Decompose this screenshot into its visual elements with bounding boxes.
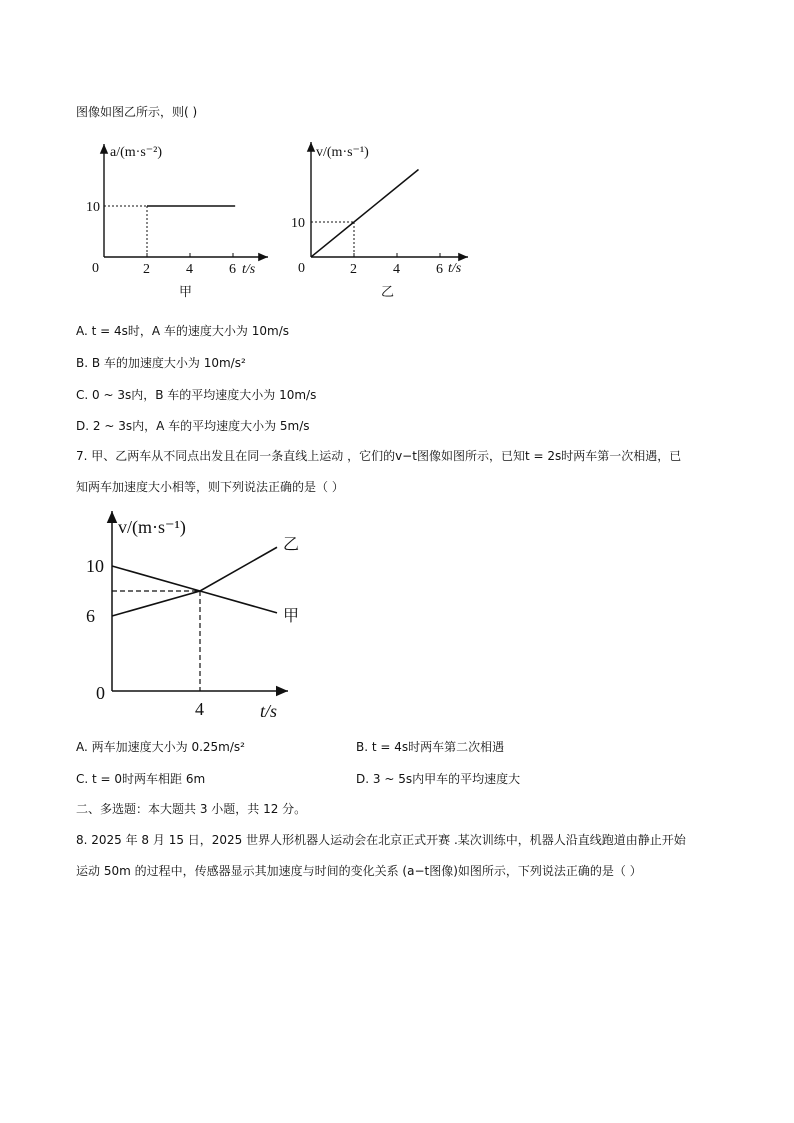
x-label: t/s [260, 701, 278, 721]
q7-option-c: C. t = 0时两车相距 6m [76, 772, 206, 786]
q6-option-d: D. 2 ~ 3s内，A 车的平均速度大小为 5m/s [76, 419, 310, 433]
origin-label: 0 [298, 261, 305, 276]
series-line-jia [112, 566, 277, 613]
y-tick-label: 10 [86, 556, 104, 576]
x-tick-label: 4 [393, 262, 400, 277]
y-tick-label: 10 [86, 200, 100, 215]
chart-a-t [80, 138, 280, 303]
chart-caption-yi: 乙 [381, 285, 395, 300]
chart-v-t [286, 138, 486, 303]
y-label: a/(m·s⁻²) [110, 145, 163, 160]
y-label: v/(m·s⁻¹) [316, 145, 369, 160]
x-label: t/s [448, 261, 462, 276]
q7-option-d: D. 3 ~ 5s内甲车的平均速度大 [356, 772, 521, 786]
x-tick-label: 2 [143, 262, 150, 277]
y-tick-label: 6 [86, 606, 95, 626]
q6-option-c: C. 0 ~ 3s内，B 车的平均速度大小为 10m/s [76, 388, 317, 402]
chart-caption-jia: 甲 [179, 285, 193, 300]
q7-option-b: B. t = 4s时两车第二次相遇 [356, 740, 505, 754]
x-label: t/s [242, 262, 256, 277]
y-label: v/(m·s⁻¹) [118, 517, 186, 537]
q6-option-a: A. t = 4s时，A 车的速度大小为 10m/s [76, 324, 289, 338]
x-tick-label: 4 [195, 699, 204, 719]
q7-option-a: A. 两车加速度大小为 0.25m/s² [76, 740, 245, 754]
velocity-line [311, 170, 419, 258]
q8-line2: 运动 50m 的过程中，传感器显示其加速度与时间的变化关系 (a−t图像)如图所示，下列说法正确的是（ ） [76, 864, 642, 878]
x-tick-label: 6 [229, 262, 236, 277]
q8-line1: 8. 2025 年 8 月 15 日，2025 世界人形机器人运动会在北京正式开赛 .某次训练中，机器人沿直线跑道由静止开始 [76, 833, 686, 847]
section-heading: 二、多选题：本大题共 3 小题，共 12 分。 [76, 802, 307, 816]
origin-label: 0 [96, 683, 105, 703]
q7-stem-line2: 知两车加速度大小相等，则下列说法正确的是（ ） [76, 480, 344, 494]
x-tick-label: 2 [350, 262, 357, 277]
x-tick-label: 6 [436, 262, 443, 277]
chart-q7-v-t [80, 505, 310, 725]
origin-label: 0 [92, 261, 99, 276]
y-tick-label: 10 [291, 216, 305, 231]
intro-line: 图像如图乙所示，则( ) [76, 105, 198, 119]
series-label-yi: 乙 [283, 534, 300, 554]
q7-stem-line1: 7. 甲、乙两车从不同点出发且在同一条直线上运动 ，它们的v−t图像如图所示，已知t = 2s时两车第一次相遇，已 [76, 449, 682, 463]
series-label-jia: 甲 [283, 605, 300, 625]
q6-option-b: B. B 车的加速度大小为 10m/s² [76, 356, 246, 370]
x-tick-label: 4 [186, 262, 193, 277]
